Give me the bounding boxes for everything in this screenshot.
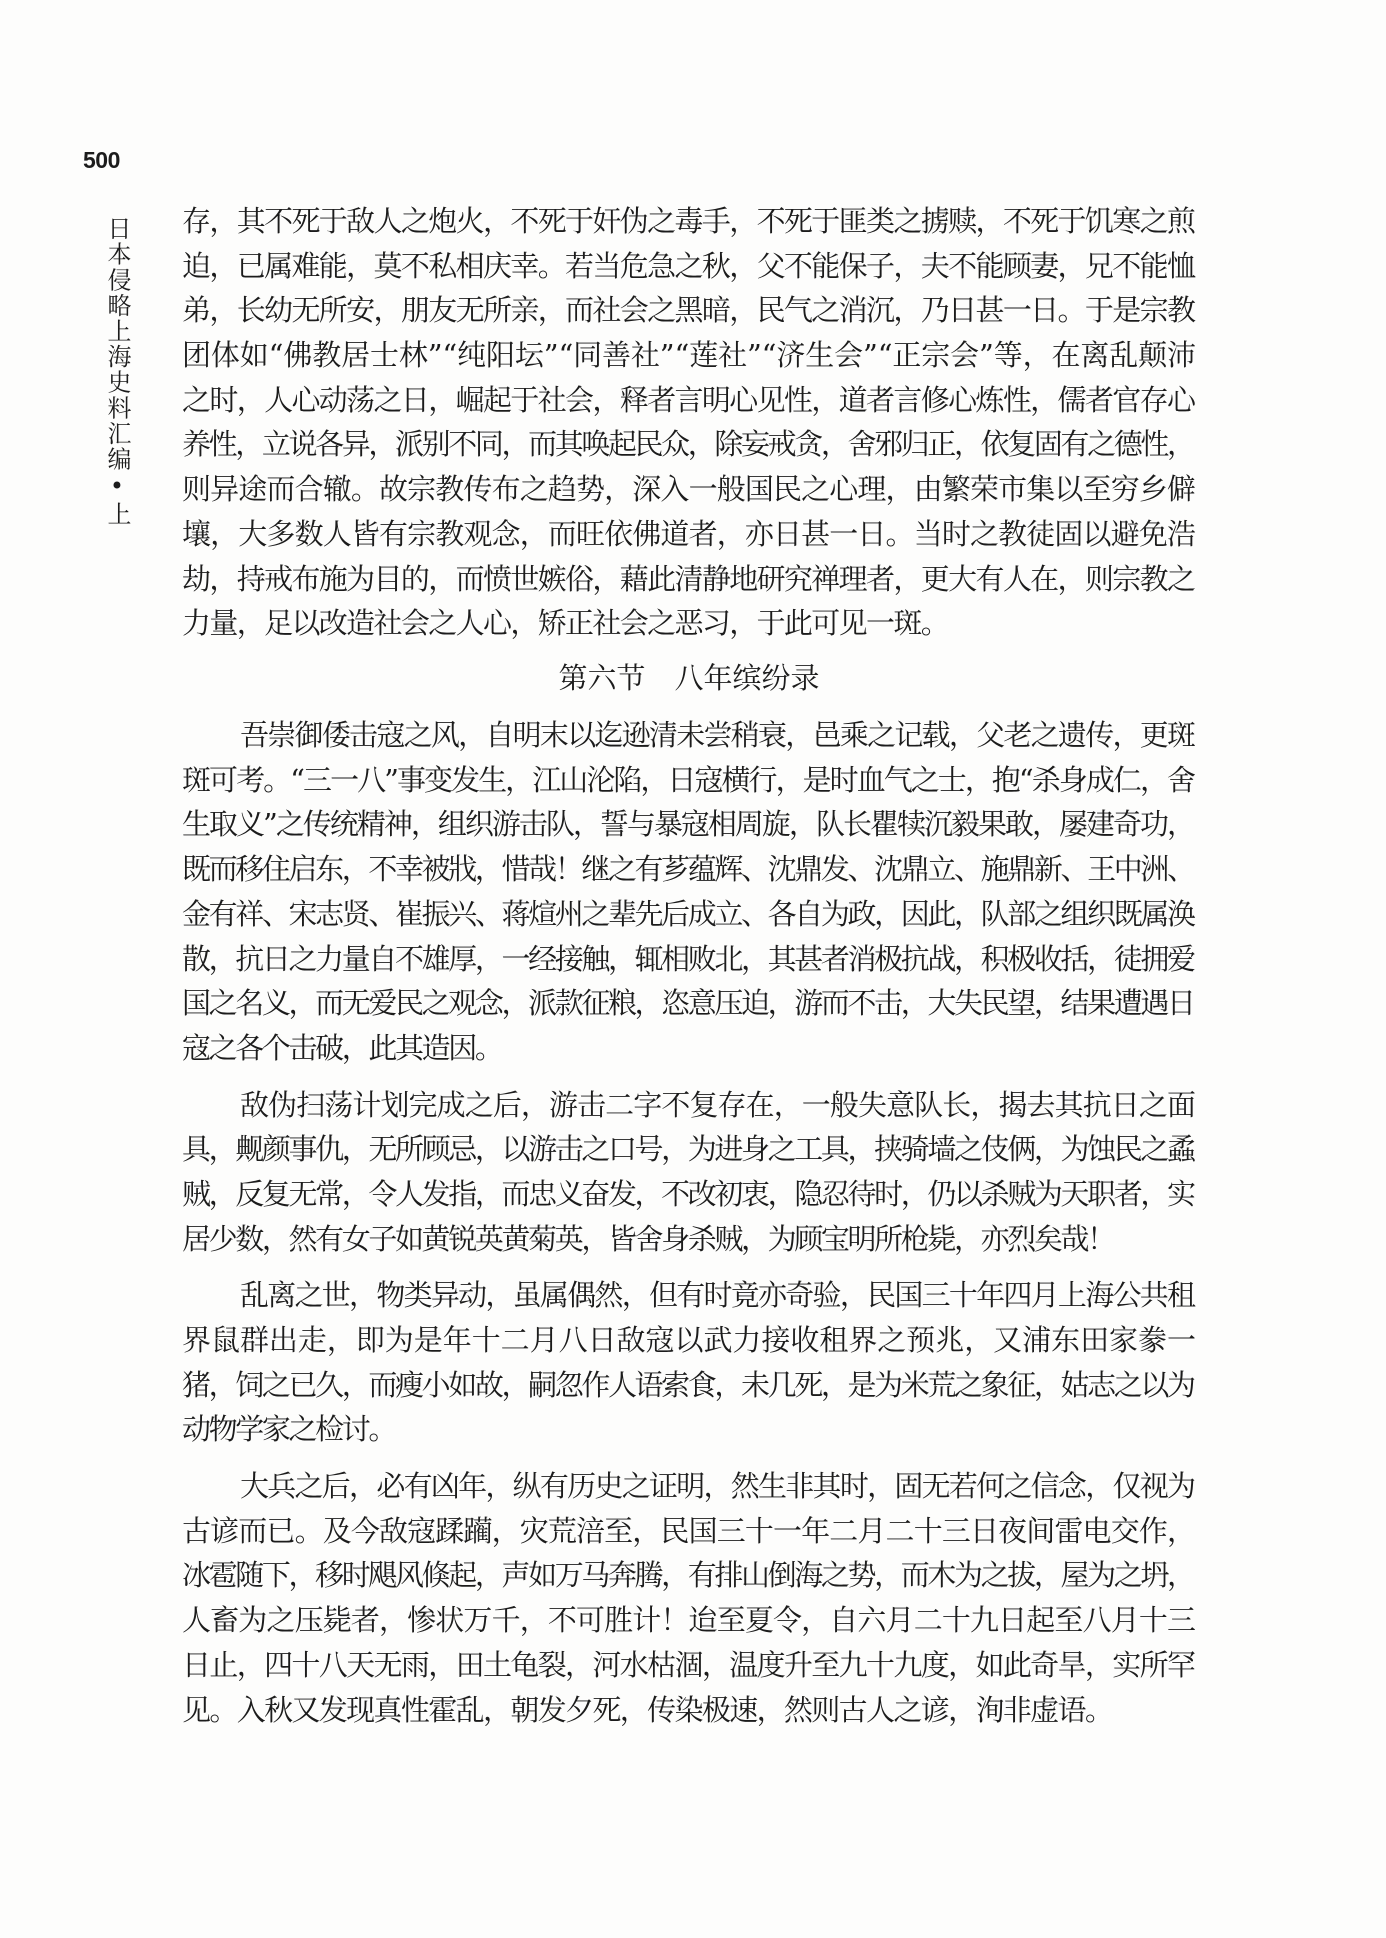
text-line <box>182 378 1196 423</box>
text-line-content: 界鼠群出走，即为是年十二月八日敌寇以武力接收租界之预兆，又浦东田家豢一 <box>182 1323 1196 1357</box>
text-line <box>182 1688 1196 1733</box>
text-line-content: 大兵之后，必有凶年，纵有历史之证明，然生非其时，固无若何之信念，仅视为 <box>240 1469 1195 1504</box>
text-line <box>182 1026 1196 1071</box>
text-line <box>182 1172 1196 1217</box>
text-line <box>182 1318 1196 1363</box>
section-paragraphs <box>182 713 1196 1732</box>
text-line-content: 团体如“佛教居士林”“纯阳坛”“同善社”“莲社”“济生会”“正宗会”等，在离乱颠沛 <box>182 338 1196 373</box>
text-line <box>182 1217 1196 1262</box>
text-line-content: 既而移住启东，不幸被戕，惜哉！继之有芗蕴辉、沈鼎发、沈鼎立、施鼎新、王中洲、 <box>182 852 1194 887</box>
text-line-content: 吾崇御倭击寇之风，自明末以迄逊清未尝稍衰，邑乘之记载，父老之遗传，更斑 <box>240 718 1195 753</box>
text-line <box>182 467 1196 512</box>
text-line <box>182 1127 1196 1172</box>
text-line-content: 弟，长幼无所安，朋友无所亲，而社会之黑暗，民气之消沉，乃日甚一日。于是宗教 <box>182 293 1195 328</box>
text-line-content: 见。入秋又发现真性霍乱，朝发夕死，传染极速，然则古人之谚，洵非虚语。 <box>182 1692 1113 1727</box>
text-line-content: 贼，反复无常，令人发指，而忠义奋发，不改初衷，隐忍待时，仍以杀贼为天职者，实 <box>182 1176 1194 1211</box>
text-line-content: 具，觍颜事仇，无所顾忌，以游击之口号，为进身之工具，挟骑墙之伎俩，为蚀民之蟊 <box>182 1132 1194 1167</box>
text-line <box>182 333 1196 378</box>
text-line <box>182 601 1196 646</box>
text-line <box>182 1509 1196 1554</box>
text-line <box>182 557 1196 602</box>
page-number: 500 <box>83 147 120 173</box>
text-line-content: 劫，持戒布施为目的，而愤世嫉俗，藉此清静地研究禅理者，更大有人在，则宗教之 <box>182 561 1195 596</box>
text-line-content: 动物学家之检讨。 <box>182 1412 395 1447</box>
text-line-content: 养性，立说各异，派别不同，而其唤起民众，除妄戒贪，舍邪归正，依复固有之德性， <box>182 427 1194 462</box>
text-line <box>182 847 1196 892</box>
section-heading: 第六节 八年缤纷录 <box>558 661 820 696</box>
text-line-content: 敌伪扫荡计划完成之后，游击二字不复存在，一般失意队长，揭去其抗日之面 <box>240 1087 1196 1122</box>
text-line <box>182 892 1196 937</box>
text-line <box>182 1464 1196 1509</box>
text-line-content: 迫，已属难能，莫不私相庆幸。若当危急之秋，父不能保子，夫不能顾妻，兄不能恤 <box>182 248 1195 283</box>
text-line <box>182 244 1196 289</box>
text-line-content: 生取义”之传统精神，组织游击队，誓与暴寇相周旋，队长瞿犊沉毅果敢，屡建奇功， <box>182 807 1195 842</box>
text-line-content: 乱离之世，物类异动，虽属偶然，但有时竟亦奇验，民国三十年四月上海公共租 <box>240 1278 1195 1313</box>
paragraph <box>182 1083 1196 1262</box>
text-line-content: 之时，人心动荡之日，崛起于社会，释者言明心见性，道者言修心炼性，儒者官存心 <box>182 382 1195 417</box>
paragraph <box>182 713 1196 1071</box>
text-line <box>182 422 1196 467</box>
text-line-content: 国之名义，而无爱民之观念，派款征粮，恣意压迫，游而不击，大失民望，结果遭遇日 <box>182 986 1194 1021</box>
text-line <box>182 981 1196 1026</box>
text-line-content: 壤，大多数人皆有宗教观念，而旺依佛道者，亦日甚一日。当时之教徒固以避免浩 <box>182 516 1196 551</box>
text-line <box>182 802 1196 847</box>
text-line-content: 斑可考。“三一八”事变发生，江山沦陷，日寇横行，是时血气之士，抱“杀身成仁，舍 <box>182 762 1195 797</box>
text-line-content: 居少数，然有女子如黄锐英黄菊英，皆舍身杀贼，为顾宝明所枪毙，亦烈矣哉！ <box>182 1221 1114 1256</box>
text-line <box>182 937 1196 982</box>
text-line-content: 冰雹随下，移时飓风倏起，声如万马奔腾，有排山倒海之势，而木为之拔，屋为之坍， <box>182 1558 1194 1593</box>
text-line-content: 则异途而合辙。故宗教传布之趋势，深入一般国民之心理，由繁荣市集以至穷乡僻 <box>182 472 1196 507</box>
text-line <box>182 199 1196 244</box>
text-line-content: 猪，饲之已久，而瘦小如故，嗣忽作人语索食，未几死，是为米荒之象征，姑志之以为 <box>182 1367 1194 1402</box>
text-line <box>182 512 1196 557</box>
text-line <box>182 1643 1196 1688</box>
text-line <box>182 1273 1196 1318</box>
text-line <box>182 1407 1196 1452</box>
running-side-title: 日本侵略上海史料汇编•上 <box>103 216 131 528</box>
text-line <box>182 1598 1196 1643</box>
text-line-content: 寇之各个击破，此其造因。 <box>182 1030 502 1065</box>
text-line-content: 散，抗日之力量自不雄厚，一经接触，辄相败北，其甚者消极抗战，积极收括，徒拥爱 <box>182 941 1194 976</box>
text-line-content: 金有祥、宋志贤、崔振兴、蒋煊州之辈先后成立、各自为政，因此，队部之组织既属涣 <box>182 896 1194 931</box>
text-line-content: 存，其不死于敌人之炮火，不死于奸伪之毒手，不死于匪类之掳赎，不死于饥寒之煎 <box>182 204 1195 238</box>
text-line-content: 古谚而已。及今敌寇蹂躏，灾荒涪至，民国三十一年二月二十三日夜间雷电交作， <box>182 1513 1196 1548</box>
text-line-content: 日止，四十八天无雨，田土龟裂，河水枯涸，温度升至九十九度，如此奇旱，实所罕 <box>182 1647 1195 1682</box>
text-line <box>182 1083 1196 1128</box>
text-line <box>182 1553 1196 1598</box>
text-line <box>182 288 1196 333</box>
text-line-content: 力量，足以改造社会之人心，矫正社会之恶习，于此可见一斑。 <box>182 606 949 641</box>
paragraph <box>182 1273 1196 1452</box>
body-text <box>182 199 1196 1732</box>
text-line <box>182 758 1196 803</box>
text-line <box>182 1363 1196 1408</box>
text-line <box>182 713 1196 758</box>
text-line-content: 人畜为之压毙者，惨状万千，不可胜计！迨至夏令，自六月二十九日起至八月十三 <box>182 1603 1196 1638</box>
paragraph <box>182 1464 1196 1732</box>
continued-paragraph <box>182 199 1196 646</box>
